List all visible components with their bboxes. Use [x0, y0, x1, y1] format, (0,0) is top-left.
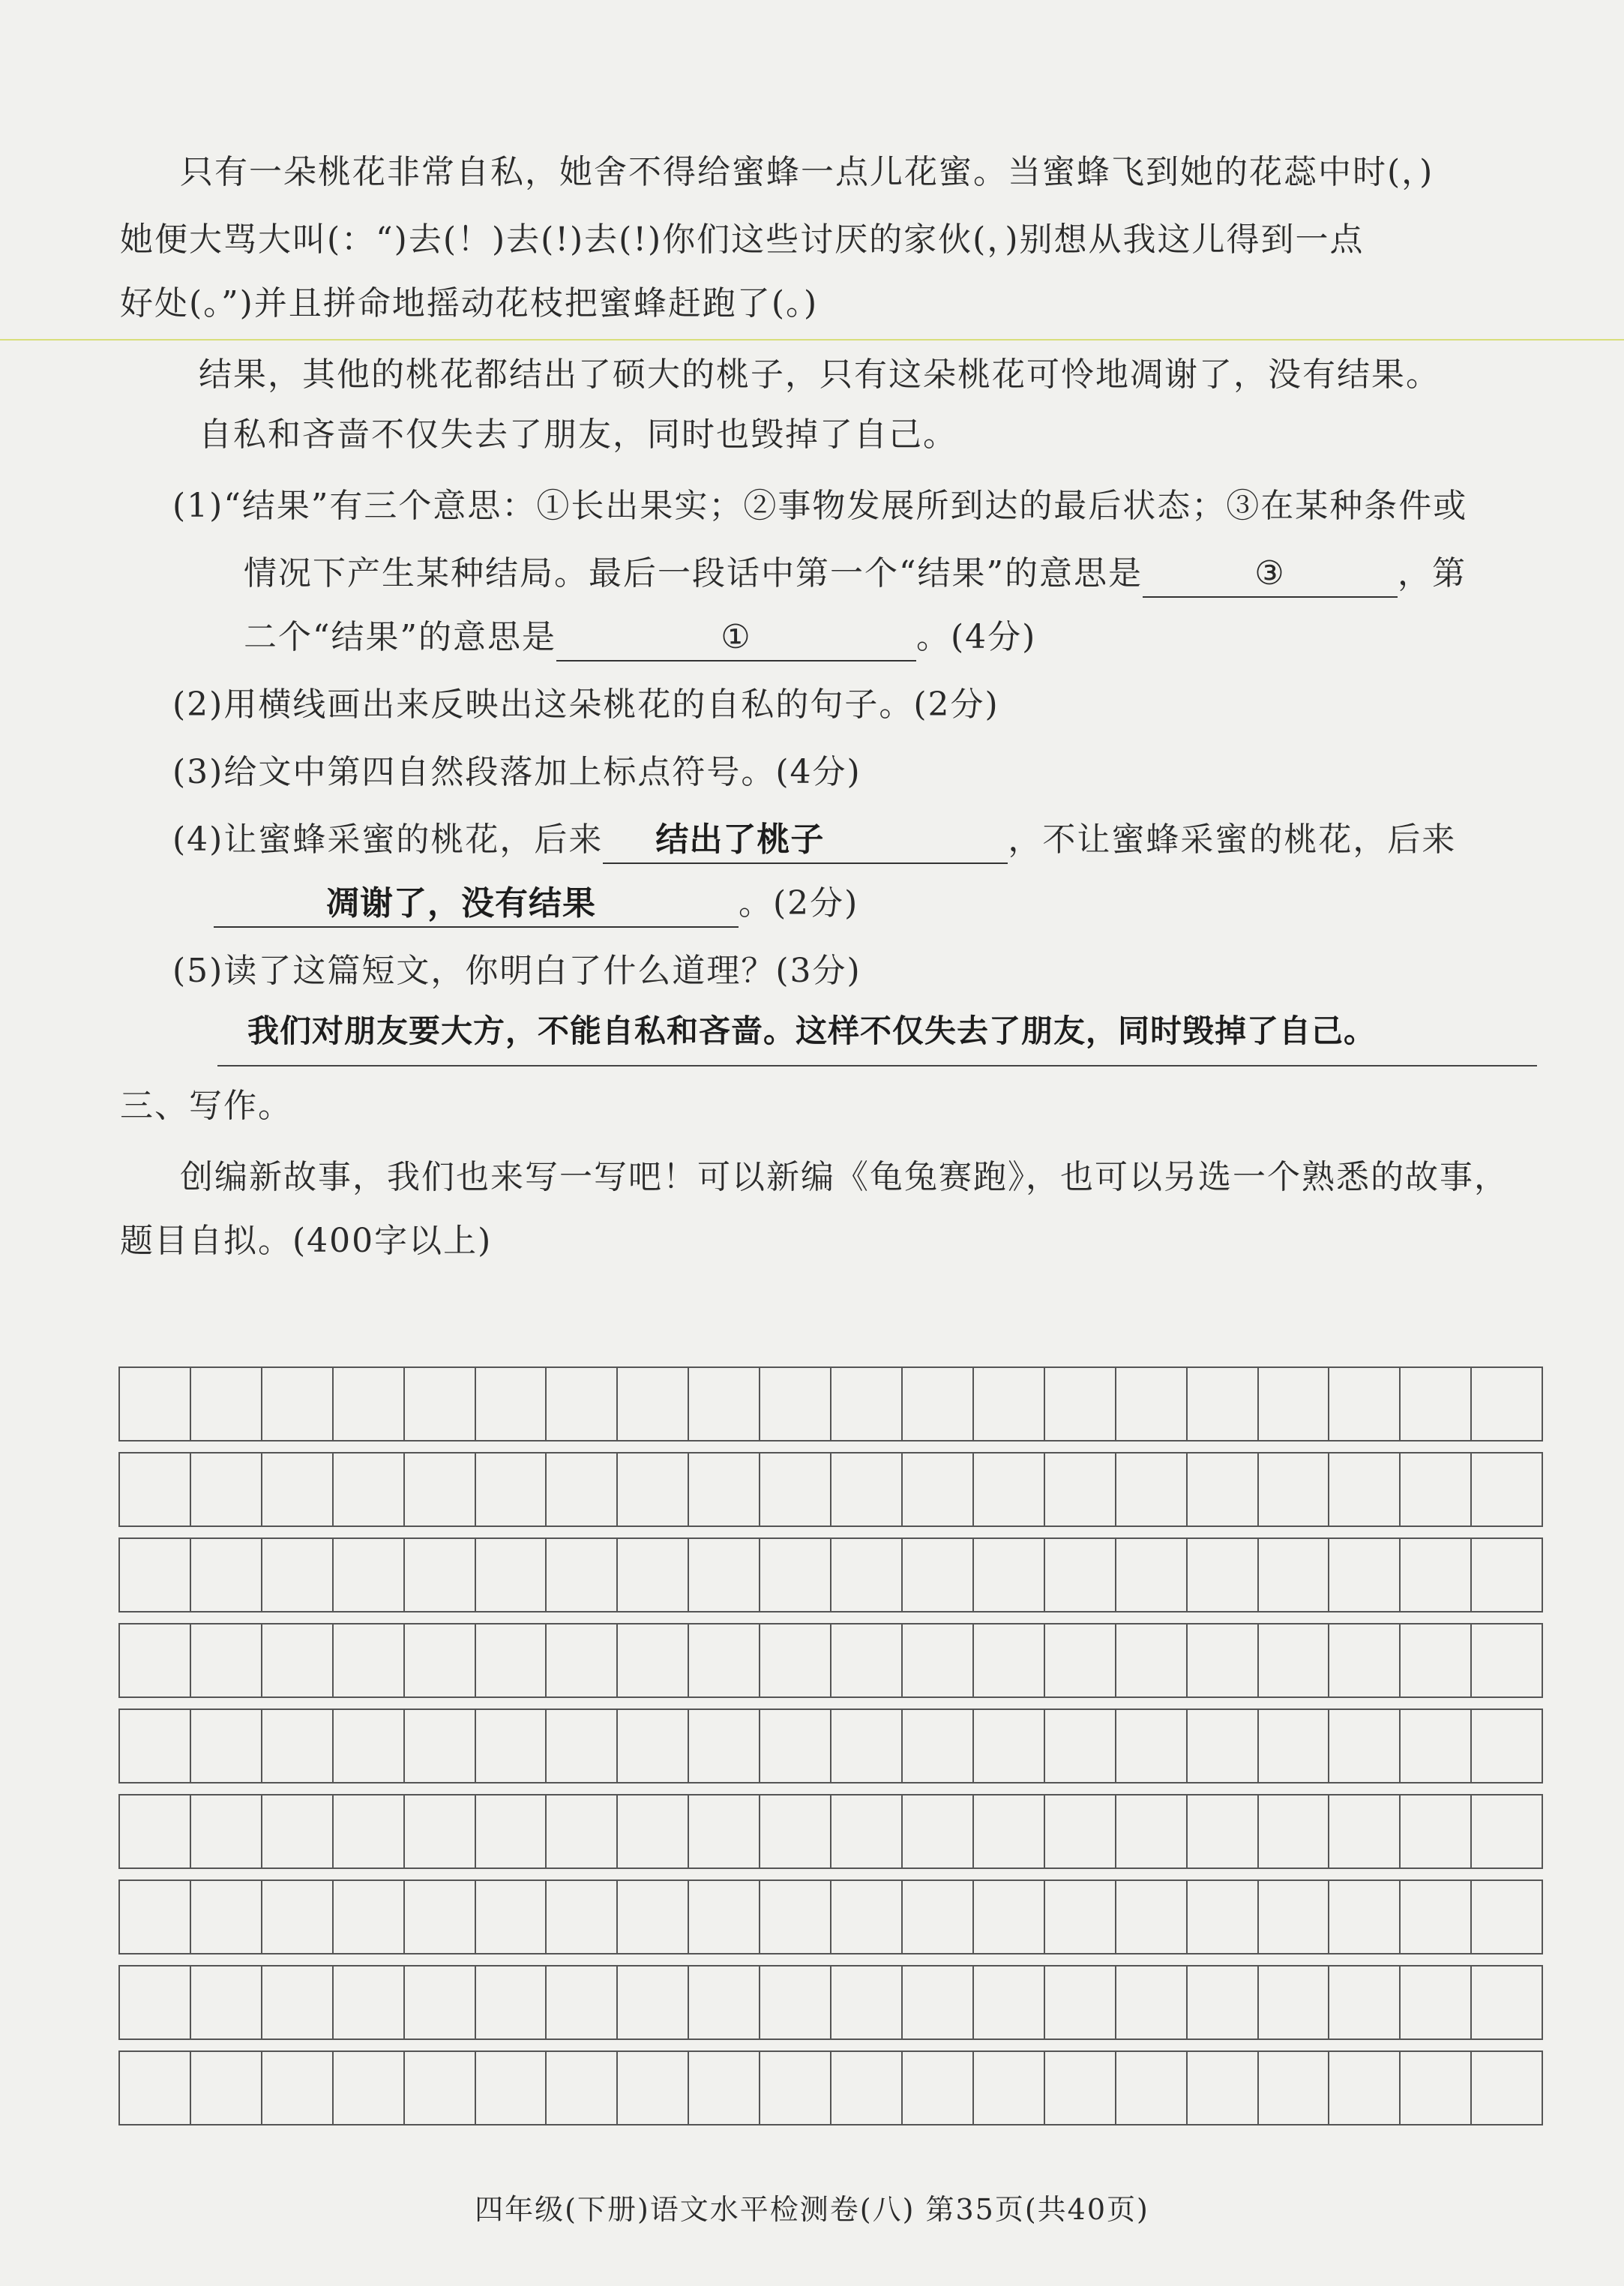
question-1-answer-2: ①: [556, 615, 916, 662]
writing-prompt-line1: 创编新故事，我们也来写一写吧！可以新编《龟兔赛跑》，也可以另选一个熟悉的故事，: [180, 1158, 1509, 1196]
passage-para4-line2: 她便大骂大叫(：“)去(！)去(!)去(!)你们这些讨厌的家伙(，)别想从我这儿得到一点: [120, 220, 1365, 259]
grid-row[interactable]: [118, 1366, 1543, 1442]
question-4-suffix: 。(2分): [739, 884, 859, 922]
grid-row[interactable]: [118, 1708, 1543, 1784]
passage-para4-line1: 只有一朵桃花非常自私，她舍不得给蜜蜂一点儿花蜜。当蜜蜂飞到她的花蕊中时(，): [180, 153, 1434, 191]
page-footer: 四年级(下册)语文水平检测卷(八) 第35页(共40页): [475, 2193, 1149, 2226]
question-4-line2: [214, 881, 858, 928]
question-5: (5)读了这篇短文，你明白了什么道理？(3分): [172, 952, 861, 990]
grid-row[interactable]: [118, 1794, 1543, 1869]
question-1-line2-suffix: ，第: [1398, 554, 1467, 592]
grid-row[interactable]: [118, 1452, 1543, 1527]
question-1-answer-1: ③: [1143, 551, 1398, 598]
passage-para5: 结果，其他的桃花都结出了硕大的桃子，只有这朵桃花可怜地凋谢了，没有结果。: [199, 356, 1440, 394]
passage-para4-line3: 好处(。”)并且拼命地摇动花枝把蜜蜂赶跑了(。): [120, 284, 819, 322]
grid-row[interactable]: [118, 1880, 1543, 1954]
question-5-answer: 我们对朋友要大方，不能自私和吝啬。这样不仅失去了朋友，同时毁掉了自己。: [247, 1012, 1377, 1049]
writing-prompt-line2: 题目自拟。(400字以上): [120, 1222, 493, 1260]
question-1-line3-suffix: 。(4分): [916, 618, 1037, 656]
writing-grid[interactable]: [118, 1366, 1543, 2136]
question-2: (2)用横线画出来反映出这朵桃花的自私的句子。(2分): [172, 686, 999, 724]
grid-row[interactable]: [118, 1623, 1543, 1698]
question-4-text: (4)让蜜蜂采蜜的桃花，后来: [172, 820, 604, 859]
answer-underline: [217, 1065, 1537, 1066]
question-1-line3-text: 二个“结果”的意思是: [244, 618, 556, 656]
grid-row[interactable]: [118, 2050, 1543, 2126]
divider-line: [0, 339, 1624, 340]
question-1-line1: (1)“结果”有三个意思：①长出果实；②事物发展所到达的最后状态；③在某种条件或: [172, 487, 1468, 525]
grid-row[interactable]: [118, 1538, 1543, 1612]
question-4-line1: [172, 818, 1456, 864]
question-4-answer-2: 凋谢了，没有结果: [214, 881, 739, 928]
question-4-middle-text: ，不让蜜蜂采蜜的桃花，后来: [1008, 820, 1457, 859]
question-3: (3)给文中第四自然段落加上标点符号。(4分): [172, 753, 861, 791]
writing-heading: 三、写作。: [120, 1087, 292, 1125]
question-1-line3: [244, 615, 1036, 662]
grid-row[interactable]: [118, 1965, 1543, 2040]
question-1-line2: [244, 551, 1467, 598]
question-4-answer-1: 结出了桃子: [603, 818, 1008, 864]
question-1-line2-text: 情况下产生某种结局。最后一段话中第一个“结果”的意思是: [244, 554, 1143, 592]
passage-para6: 自私和吝啬不仅失去了朋友，同时也毁掉了自己。: [199, 416, 957, 454]
